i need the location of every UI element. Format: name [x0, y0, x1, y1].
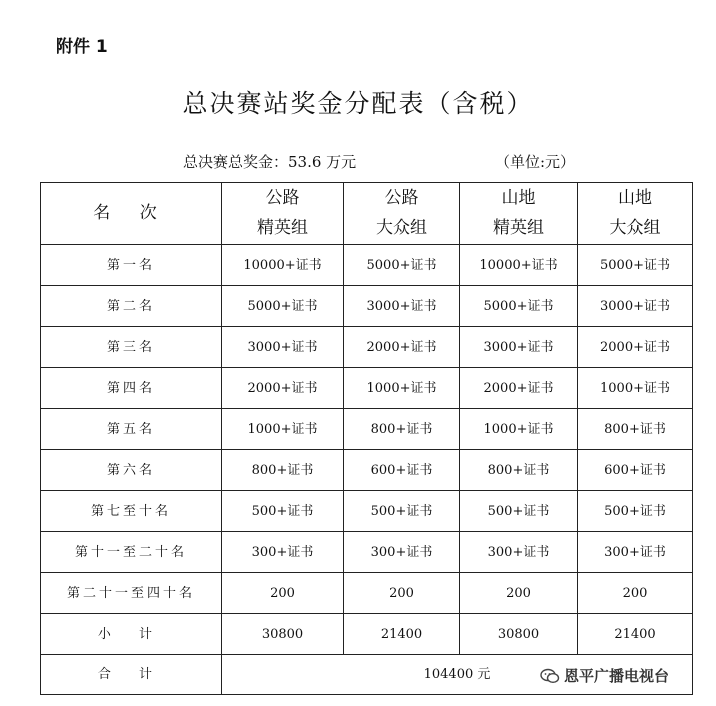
subtotal-cell: 30800 [460, 614, 578, 655]
prize-cell: 500+证书 [578, 491, 693, 532]
rank-cell: 第四名 [41, 368, 222, 409]
rank-cell: 第二名 [41, 286, 222, 327]
table-header-row [41, 183, 693, 245]
prize-cell: 2000+证书 [578, 327, 693, 368]
page-title: 总决赛站奖金分配表（含税） [182, 89, 534, 118]
prize-cell: 800+证书 [344, 409, 460, 450]
prize-cell: 5000+证书 [344, 245, 460, 286]
table-row [41, 450, 693, 491]
header-mtb-elite [460, 183, 578, 245]
prize-cell: 200 [460, 573, 578, 614]
table-row [41, 532, 693, 573]
rank-cell: 第二十一至四十名 [41, 573, 222, 614]
rank-cell: 第六名 [41, 450, 222, 491]
prize-cell: 10000+证书 [222, 245, 344, 286]
table-row [41, 409, 693, 450]
total-value: 104400 元 [222, 655, 693, 695]
subtotal-label: 小 计 [41, 614, 222, 655]
table-row [41, 245, 693, 286]
header-mtb-public [578, 183, 693, 245]
watermark [538, 665, 671, 686]
header-road-public [344, 183, 460, 245]
total-prize-label: 总决赛总奖金：53.6 万元 [183, 153, 357, 171]
rank-cell: 第一名 [41, 245, 222, 286]
prize-cell: 600+证书 [578, 450, 693, 491]
prize-cell: 800+证书 [222, 450, 344, 491]
wechat-icon [540, 668, 560, 684]
subtotal-cell: 21400 [578, 614, 693, 655]
prize-cell: 5000+证书 [460, 286, 578, 327]
prize-cell: 5000+证书 [578, 245, 693, 286]
prize-cell: 3000+证书 [460, 327, 578, 368]
prize-cell: 300+证书 [578, 532, 693, 573]
prize-cell: 300+证书 [344, 532, 460, 573]
prize-cell: 1000+证书 [222, 409, 344, 450]
prize-cell: 200 [344, 573, 460, 614]
prize-cell: 300+证书 [460, 532, 578, 573]
prize-cell: 3000+证书 [578, 286, 693, 327]
table-row [41, 573, 693, 614]
prize-cell: 5000+证书 [222, 286, 344, 327]
attachment-label: 附件 1 [56, 37, 108, 57]
prize-cell: 500+证书 [344, 491, 460, 532]
rank-cell: 第三名 [41, 327, 222, 368]
rank-cell: 第十一至二十名 [41, 532, 222, 573]
table-row [41, 286, 693, 327]
prize-cell: 800+证书 [460, 450, 578, 491]
prize-cell: 600+证书 [344, 450, 460, 491]
prize-cell: 2000+证书 [344, 327, 460, 368]
prize-cell: 3000+证书 [344, 286, 460, 327]
table-row [41, 327, 693, 368]
subtotal-cell: 30800 [222, 614, 344, 655]
subtotal-row [41, 614, 693, 655]
prize-cell: 200 [222, 573, 344, 614]
header-line2: 精英组 [257, 217, 308, 238]
header-line1: 山地 [618, 187, 652, 208]
prize-cell: 300+证书 [222, 532, 344, 573]
prize-cell: 500+证书 [460, 491, 578, 532]
table-row [41, 491, 693, 532]
header-line2: 精英组 [493, 217, 544, 238]
watermark-text: 恩平广播电视台 [564, 667, 670, 685]
header-road-elite [222, 183, 344, 245]
header-line2: 大众组 [609, 217, 661, 238]
table-row [41, 368, 693, 409]
prize-table [40, 182, 693, 695]
subtotal-cell: 21400 [344, 614, 460, 655]
header-line1: 公路 [265, 187, 300, 208]
rank-cell: 第七至十名 [41, 491, 222, 532]
prize-cell: 1000+证书 [344, 368, 460, 409]
rank-cell: 第五名 [41, 409, 222, 450]
prize-cell: 500+证书 [222, 491, 344, 532]
prize-cell: 3000+证书 [222, 327, 344, 368]
header-line2: 大众组 [376, 217, 427, 238]
prize-cell: 1000+证书 [578, 368, 693, 409]
header-line1: 公路 [384, 187, 419, 208]
prize-cell: 10000+证书 [460, 245, 578, 286]
prize-cell: 2000+证书 [460, 368, 578, 409]
header-line1: 山地 [501, 187, 536, 208]
total-label: 合 计 [41, 655, 222, 695]
unit-label: （单位:元） [495, 153, 576, 171]
prize-cell: 1000+证书 [460, 409, 578, 450]
prize-cell: 2000+证书 [222, 368, 344, 409]
header-rank: 名 次 [41, 183, 222, 245]
prize-cell: 800+证书 [578, 409, 693, 450]
prize-cell: 200 [578, 573, 693, 614]
